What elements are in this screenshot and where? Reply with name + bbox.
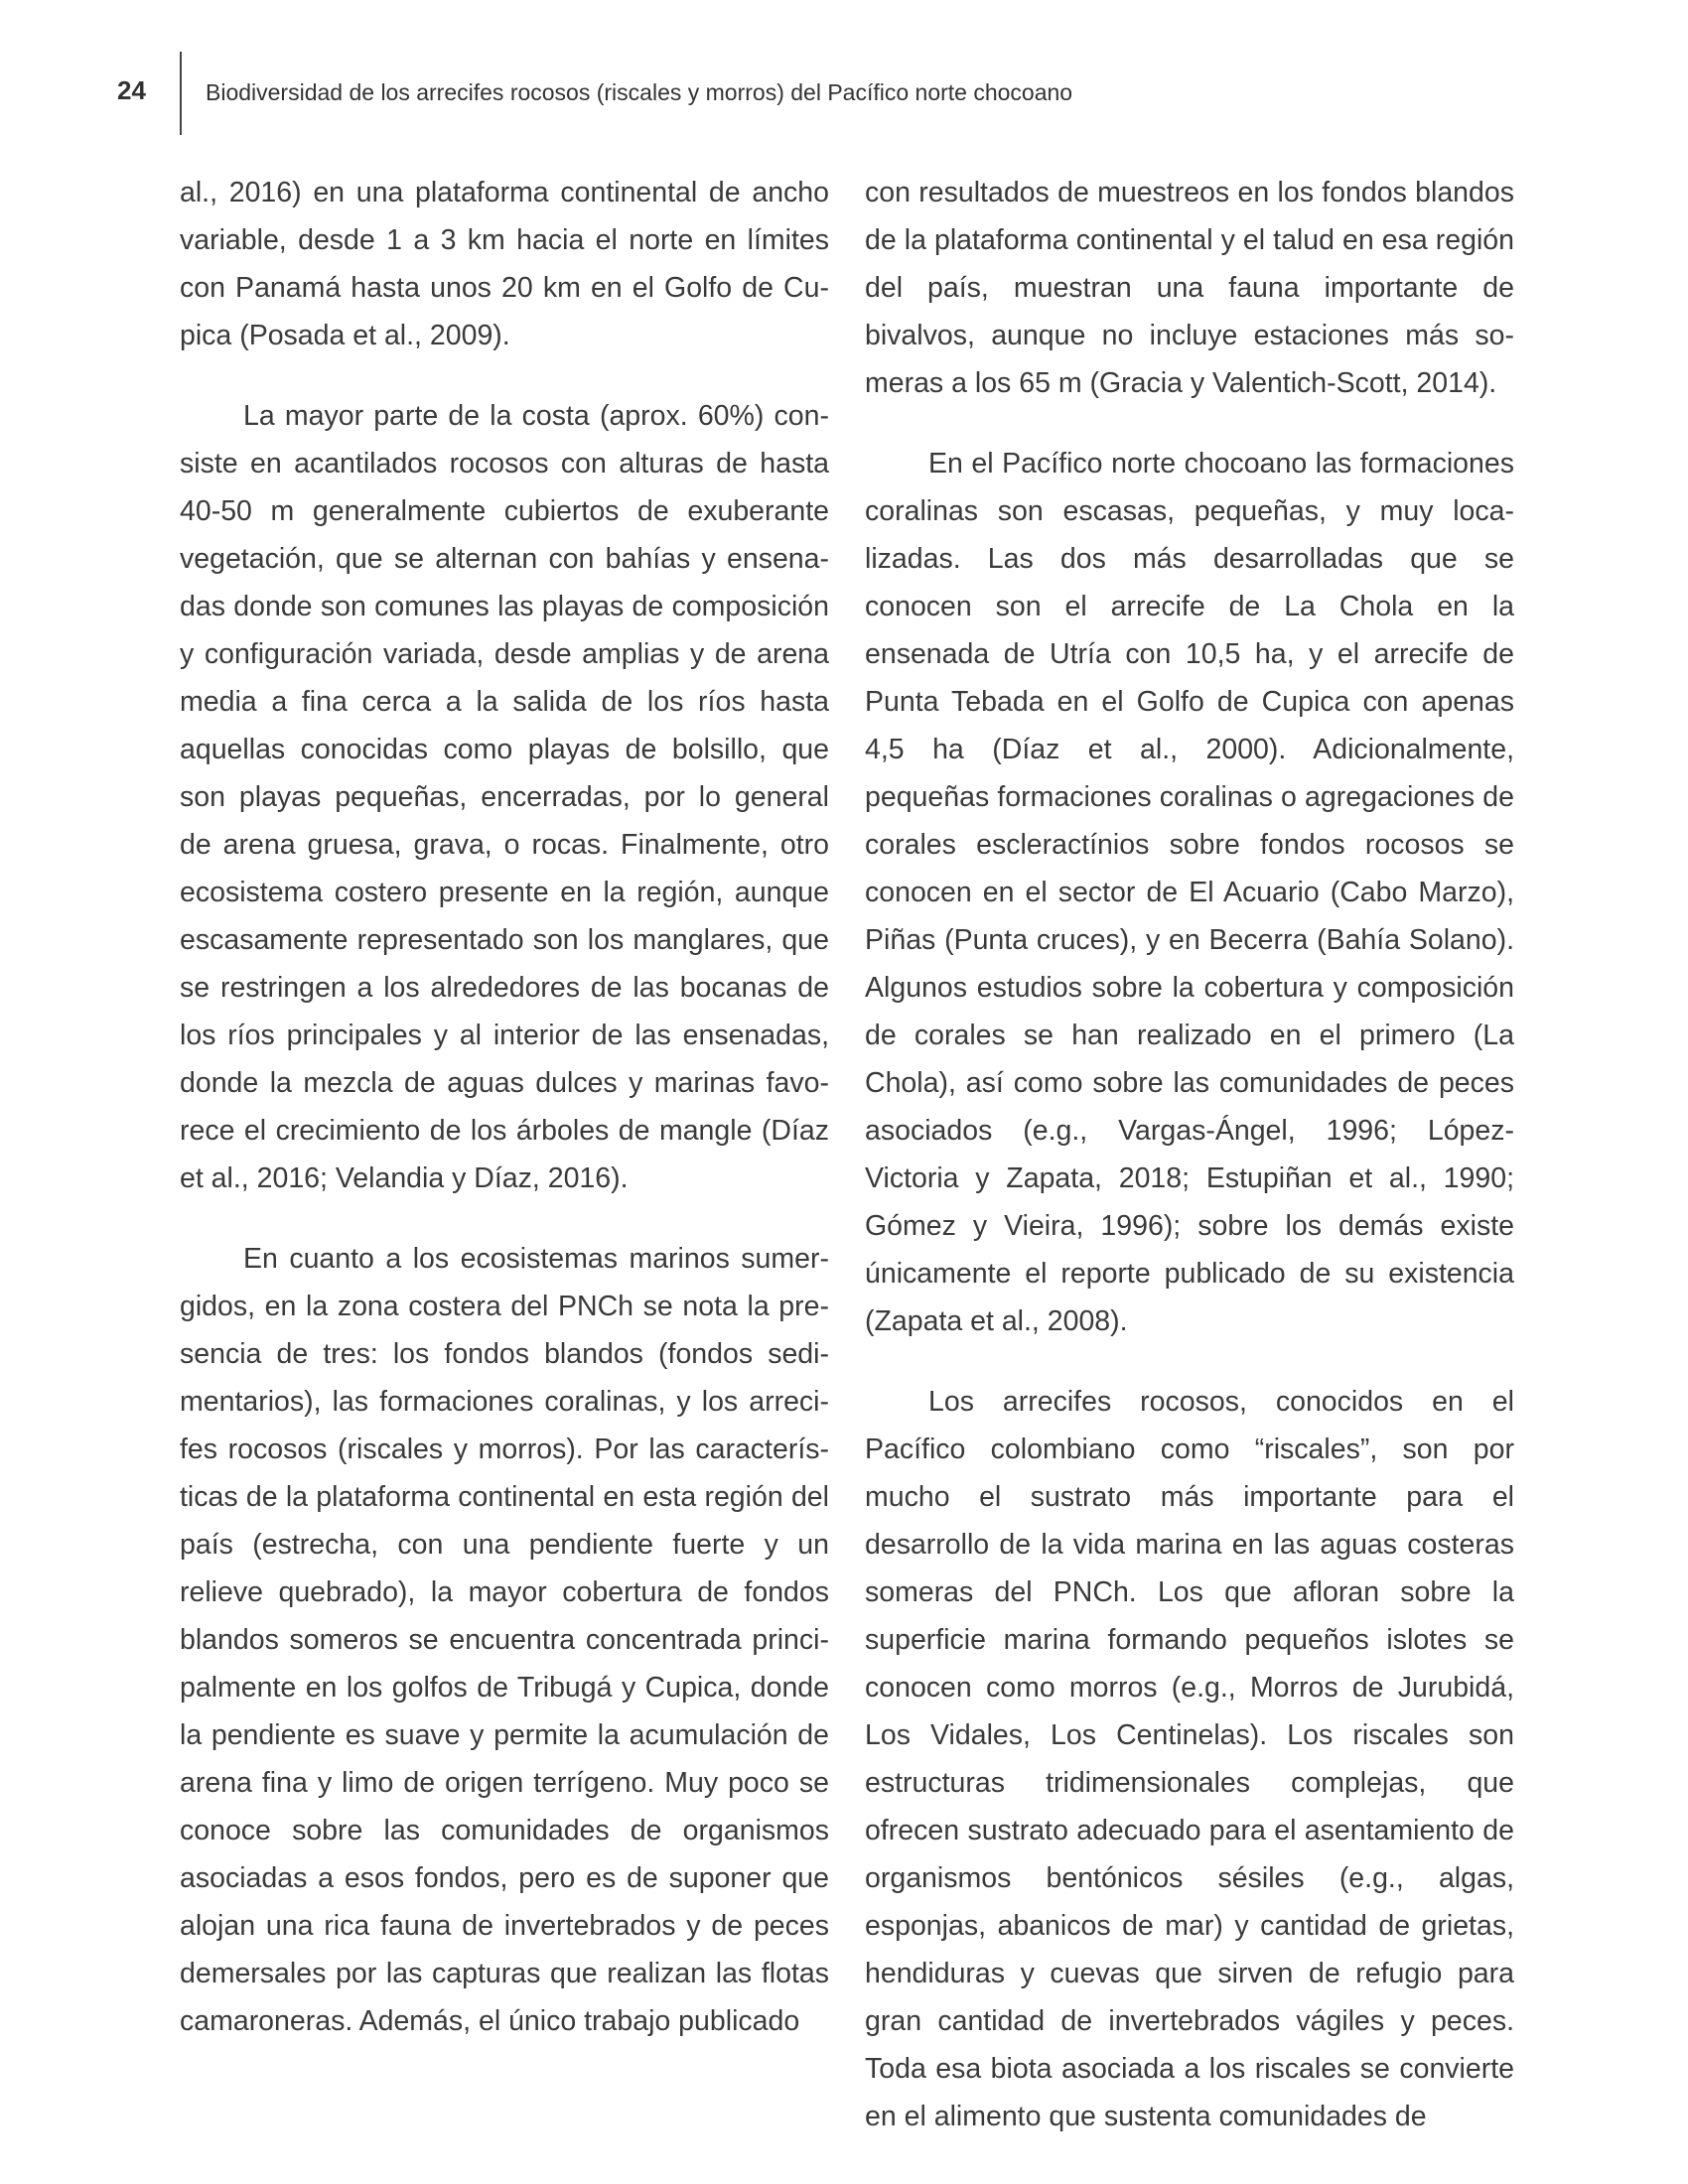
page-header bbox=[0, 68, 1688, 129]
paragraph: En cuanto a los ecosistemas marinos sumergidos, en la zona costera del PNCh se nota la presencia de tres: los fondos blandos (fondos sedimentarios), las formaciones coralinas, y los arrecifes rocosos (riscales y morros). Por las características de la plataforma continental en esta región del país (estrecha, con una pendiente fuerte y un relieve quebrado), la mayor cobertura de fondos blandos someros se encuentra concentrada principalmente en los golfos de Tribugá y Cupica, donde la pendiente es suave y permite la acumulación de arena fina y limo de origen terrígeno. Muy poco se conoce sobre las comunidades de organismos asociadas a esos fondos, pero es de suponer que alojan una rica fauna de invertebrados y de peces demersales por las capturas que realizan las flotas camaroneras. Además, el único trabajo publicado bbox=[180, 1243, 829, 2037]
paragraph: La mayor parte de la costa (aprox. 60%) consiste en acantilados rocosos con alturas de hasta 40-50 m generalmente cubiertos de exuberante vegetación, que se alternan con bahías y ensenadas donde son comunes las playas de composición y configuración variada, desde amplias y de arena media a fina cerca a la salida de los ríos hasta aquellas conocidas como playas de bolsillo, que son playas pequeñas, encerradas, por lo general de arena gruesa, grava, o rocas. Finalmente, otro ecosistema costero presente en la región, aunque escasamente representado son los manglares, que se restringen a los alrededores de las bocanas de los ríos principales y al interior de las ensenadas, donde la mezcla de aguas dulces y marinas favorece el crecimiento de los árboles de mangle (Díaz et al., 2016; Velandia y Díaz, 2016). bbox=[180, 400, 829, 1194]
right-column bbox=[865, 169, 1514, 2140]
left-column bbox=[180, 169, 829, 2045]
paragraph: al., 2016) en una plataforma continental de ancho variable, desde 1 a 3 km hacia el norte en límites con Panamá hasta unos 20 km en el Golfo de Cupica (Posada et al., 2009). bbox=[180, 177, 829, 351]
header-divider bbox=[180, 52, 182, 135]
running-title: Biodiversidad de los arrecifes rocosos (riscales y morros) del Pacífico norte chocoano bbox=[206, 79, 1073, 105]
paragraph: En el Pacífico norte chocoano las formaciones coralinas son escasas, pequeñas, y muy localizadas. Las dos más desarrolladas que se conocen son el arrecife de La Chola en la ensenada de Utría con 10,5 ha, y el arrecife de Punta Tebada en el Golfo de Cupica con apenas 4,5 ha (Díaz et al., 2000). Adicionalmente, pequeñas formaciones coralinas o agregaciones de corales escleractínios sobre fondos rocosos se conocen en el sector de El Acuario (Cabo Marzo), Piñas (Punta cruces), y en Becerra (Bahía Solano). Algunos estudios sobre la cobertura y composición de corales se han realizado en el primero (La Chola), así como sobre las comunidades de peces asociados (e.g., Vargas-Ángel, 1996; López-Victoria y Zapata, 2018; Estupiñan et al., 1990; Gómez y Vieira, 1996); sobre los demás existe únicamente el reporte publicado de su existencia (Zapata et al., 2008). bbox=[865, 448, 1514, 1337]
paragraph: con resultados de muestreos en los fondos blandos de la plataforma continental y el talud en esa región del país, muestran una fauna importante de bivalvos, aunque no incluye estaciones más someras a los 65 m (Gracia y Valentich-Scott, 2014). bbox=[865, 177, 1514, 399]
page-number: 24 bbox=[117, 75, 146, 105]
paragraph: Los arrecifes rocosos, conocidos en el Pacífico colombiano como “riscales”, son por mucho el sustrato más importante para el desarrollo de la vida marina en las aguas costeras someras del PNCh. Los que afloran sobre la superficie marina formando pequeños islotes se conocen como morros (e.g., Morros de Jurubidá, Los Vidales, Los Centinelas). Los riscales son estructuras tridimensionales complejas, que ofrecen sustrato adecuado para el asentamiento de organismos bentónicos sésiles (e.g., algas, esponjas, abanicos de mar) y cantidad de grietas, hendiduras y cuevas que sirven de refugio para gran cantidad de invertebrados vágiles y peces. Toda esa biota asociada a los riscales se convierte en el alimento que sustenta comunidades de bbox=[865, 1386, 1514, 2132]
